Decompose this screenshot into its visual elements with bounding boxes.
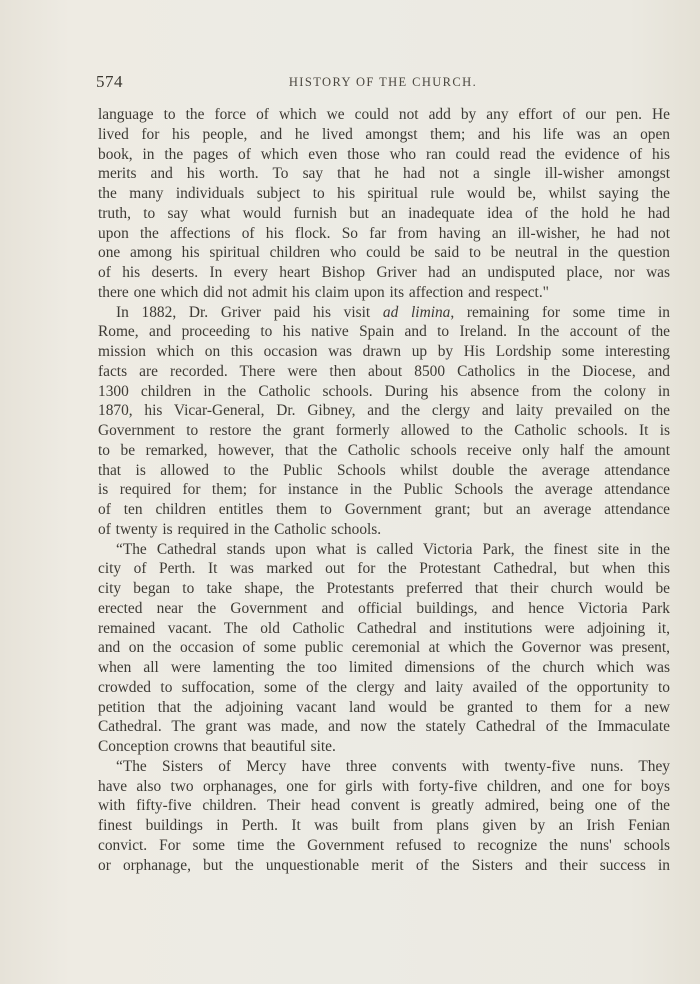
text-line: of twenty is required in the Catholic schools. <box>98 520 382 538</box>
text-line: petition that the adjoining vacant land would be granted to them for a new <box>98 698 670 716</box>
text-line: language to the force of which we could not add by any effort of our pen. He <box>98 106 670 123</box>
text-line: facts are recorded. There were then about 8500 Catholics in the Diocese, and <box>98 362 670 380</box>
page-number: 574 <box>96 72 123 91</box>
text-line: erected near the Government and official buildings, and hence Victoria Park <box>98 599 670 617</box>
text-line: of his deserts. In every heart Bishop Griver had an undisputed place, nor was <box>98 264 670 281</box>
text-line: Rome, and proceeding to his native Spain and to Ireland. In the account of the <box>98 323 670 341</box>
text-line: have also two orphanages, one for girls with forty-five children, and one for boys <box>98 777 670 795</box>
latin-phrase: ad limina <box>382 303 451 321</box>
text-line: truth, to say what would furnish but an inadequate idea of the hold he had <box>98 204 670 222</box>
text-line: mission which on this occasion was drawn up by His Lordship some interesting <box>98 343 670 360</box>
text-line: the many individuals subject to his spiritual rule would be, whilst saying the <box>98 185 670 202</box>
text-line: there one which did not admit his claim upon its affection and respect." <box>98 283 549 301</box>
text-line-indented <box>98 757 670 777</box>
text-line: Conception crowns that beautiful site. <box>98 738 336 755</box>
text-line: one among his spiritual children who could be said to be neutral in the question <box>98 244 670 262</box>
text-line: 1300 children in the Catholic schools. During his absence from the colony in <box>98 382 670 400</box>
text-line: when all were lamenting the too limited dimensions of the church which was <box>98 659 670 676</box>
text-line: 1870, his Vicar-General, Dr. Gibney, and the clergy and laity prevailed on the <box>98 402 670 420</box>
text-line: merits and his worth. To say that he had not a single ill-wisher amongst <box>98 165 670 183</box>
text-line: Cathedral. The grant was made, and now the stately Cathedral of the Immaculate <box>98 718 670 736</box>
running-head: HISTORY OF THE CHURCH. <box>288 75 478 89</box>
text-line: lived for his people, and he lived amongst them; and his life was an open <box>98 125 670 143</box>
text-line-indented <box>98 540 670 560</box>
page-header <box>96 72 670 96</box>
text-line: city began to take shape, the Protestants preferred that their church would be <box>98 580 670 597</box>
text-line: remained vacant. The old Catholic Cathedral and institutions were adjoining it, <box>98 619 670 637</box>
text-line: or orphanage, but the unquestionable merit of the Sisters and their success in <box>98 856 670 874</box>
text-line: city of Perth. It was marked out for the Protestant Cathedral, but when this <box>98 560 670 578</box>
text-line: that is allowed to the Public Schools whilst double the average attendance <box>98 461 670 479</box>
text-line: is required for them; for instance in the Public Schools the average attendance <box>98 481 670 499</box>
text-line: “The Sisters of Mercy have three convents with twenty-five nuns. They <box>116 757 670 775</box>
text-line: “The Cathedral stands upon what is called Victoria Park, the finest site in the <box>116 540 670 558</box>
text-line: with fifty-five children. Their head convent is greatly admired, being one of the <box>98 797 670 815</box>
body-text <box>98 105 670 875</box>
text-line: book, in the pages of which even those who ran could read the evidence of his <box>98 145 670 163</box>
text-line: convict. For some time the Government refused to recognize the nuns' schools <box>98 836 670 854</box>
text-line-indented <box>98 303 670 323</box>
text-line: In 1882, Dr. Griver paid his visit ad limina, remaining for some time in <box>116 303 670 321</box>
text-line: of ten children entitles them to Government grant; but an average attendance <box>98 501 670 518</box>
text-line: and on the occasion of some public ceremonial at which the Governor was present, <box>98 639 670 657</box>
text-line: Government to restore the grant formerly allowed to the Catholic schools. It is <box>98 422 670 439</box>
text-line: finest buildings in Perth. It was built from plans given by an Irish Fenian <box>98 817 670 834</box>
text-line: upon the affections of his flock. So far from having an ill-wisher, he had not <box>98 224 670 242</box>
text-line: crowded to suffocation, some of the clergy and laity availed of the opportunity to <box>98 678 670 696</box>
text-line: to be remarked, however, that the Catholic schools receive only half the amount <box>98 441 670 459</box>
